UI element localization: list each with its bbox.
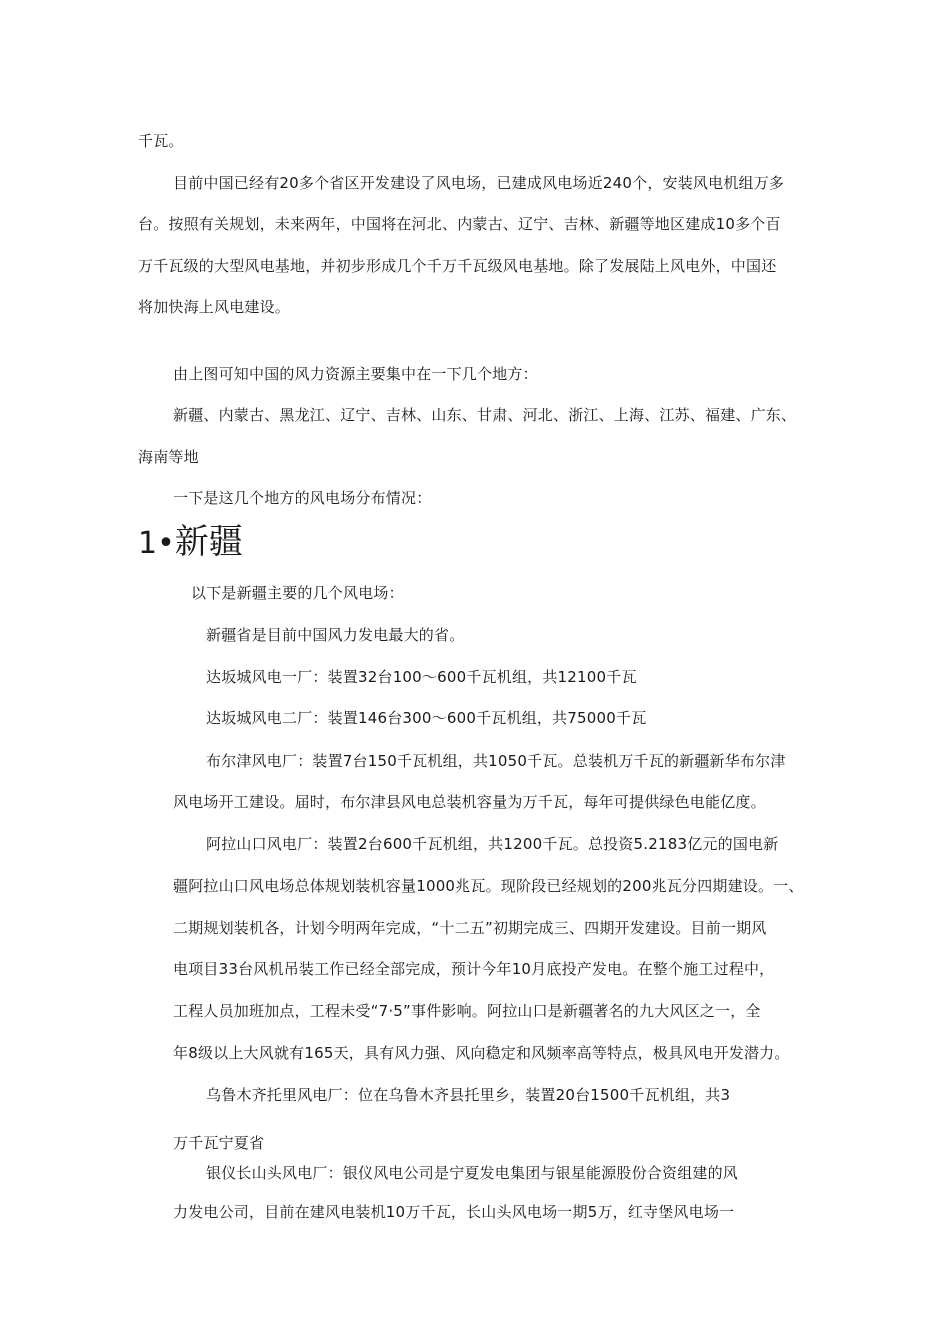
intro-line-1: 千瓦。 <box>138 132 184 150</box>
resources-line-3: 海南等地 <box>138 448 199 466</box>
resources-line-4: 一下是这几个地方的风电场分布情况： <box>173 489 432 507</box>
xinjiang-line-5: 风电场开工建设。届时，布尔津县风电总装机容量为万千瓦，每年可提供绿色电能亿度。 <box>173 793 766 811</box>
xinjiang-line-13: 万千瓦宁夏省 <box>173 1134 265 1152</box>
xinjiang-line-3: 达坂城风电二厂：装置146台300〜600千瓦机组，共75000千瓦 <box>206 709 647 727</box>
xinjiang-line-7: 疆阿拉山口风电场总体规划装机容量1000兆瓦。现阶段已经规划的200兆瓦分四期建设。一、 <box>173 877 804 895</box>
intro-line-3: 台。按照有关规划，未来两年，中国将在河北、内蒙古、辽宁、吉林、新疆等地区建成10多个百 <box>138 215 781 233</box>
xinjiang-intro: 以下是新疆主要的几个风电场： <box>191 584 404 602</box>
intro-line-5: 将加快海上风电建设。 <box>138 298 291 316</box>
xinjiang-line-11: 年8级以上大风就有165天，具有风力强、风向稳定和风频率高等特点，极具风电开发潜力。 <box>173 1044 790 1062</box>
section-title: 新疆 <box>174 522 243 562</box>
xinjiang-line-10: 工程人员加班加点，工程未受“7·5”事件影响。阿拉山口是新疆著名的九大风区之一，全 <box>173 1002 761 1020</box>
xinjiang-line-2: 达坂城风电一厂：装置32台100〜600千瓦机组，共12100千瓦 <box>206 668 637 686</box>
xinjiang-line-6: 阿拉山口风电厂：装置2台600千瓦机组，共1200千瓦。总投资5.2183亿元的国电新 <box>206 835 779 853</box>
xinjiang-line-8: 二期规划装机各，计划今明两年完成，“十二五”初期完成三、四期开发建设。目前一期风 <box>173 919 767 937</box>
xinjiang-line-9: 电项目33台风机吊装工作已经全部完成，预计今年10月底投产发电。在整个施工过程中， <box>173 960 775 978</box>
section-number: 1• <box>138 526 175 561</box>
intro-line-2: 目前中国已经有20多个省区开发建设了风电场，已建成风电场近240个，安装风电机组万多 <box>173 174 785 192</box>
xinjiang-line-12: 乌鲁木齐托里风电厂：位在乌鲁木齐县托里乡，装置20台1500千瓦机组，共3 <box>206 1086 731 1104</box>
resources-line-1: 由上图可知中国的风力资源主要集中在一下几个地方： <box>173 365 538 383</box>
section-heading-xinjiang <box>138 522 243 564</box>
xinjiang-line-15: 力发电公司，目前在建风电装机10万千瓦，长山头风电场一期5万，红寺堡风电场一 <box>173 1203 735 1221</box>
intro-line-4: 万千瓦级的大型风电基地，并初步形成几个千万千瓦级风电基地。除了发展陆上风电外，中国还 <box>138 257 777 275</box>
xinjiang-line-14: 银仪长山头风电厂：银仪风电公司是宁夏发电集团与银星能源股份合资组建的风 <box>206 1164 739 1182</box>
xinjiang-line-1: 新疆省是目前中国风力发电最大的省。 <box>206 626 465 644</box>
xinjiang-line-4: 布尔津风电厂：装置7台150千瓦机组，共1050千瓦。总装机万千瓦的新疆新华布尔津 <box>206 752 786 770</box>
resources-line-2: 新疆、内蒙古、黑龙江、辽宁、吉林、山东、甘肃、河北、浙江、上海、江苏、福建、广东、 <box>173 406 797 424</box>
